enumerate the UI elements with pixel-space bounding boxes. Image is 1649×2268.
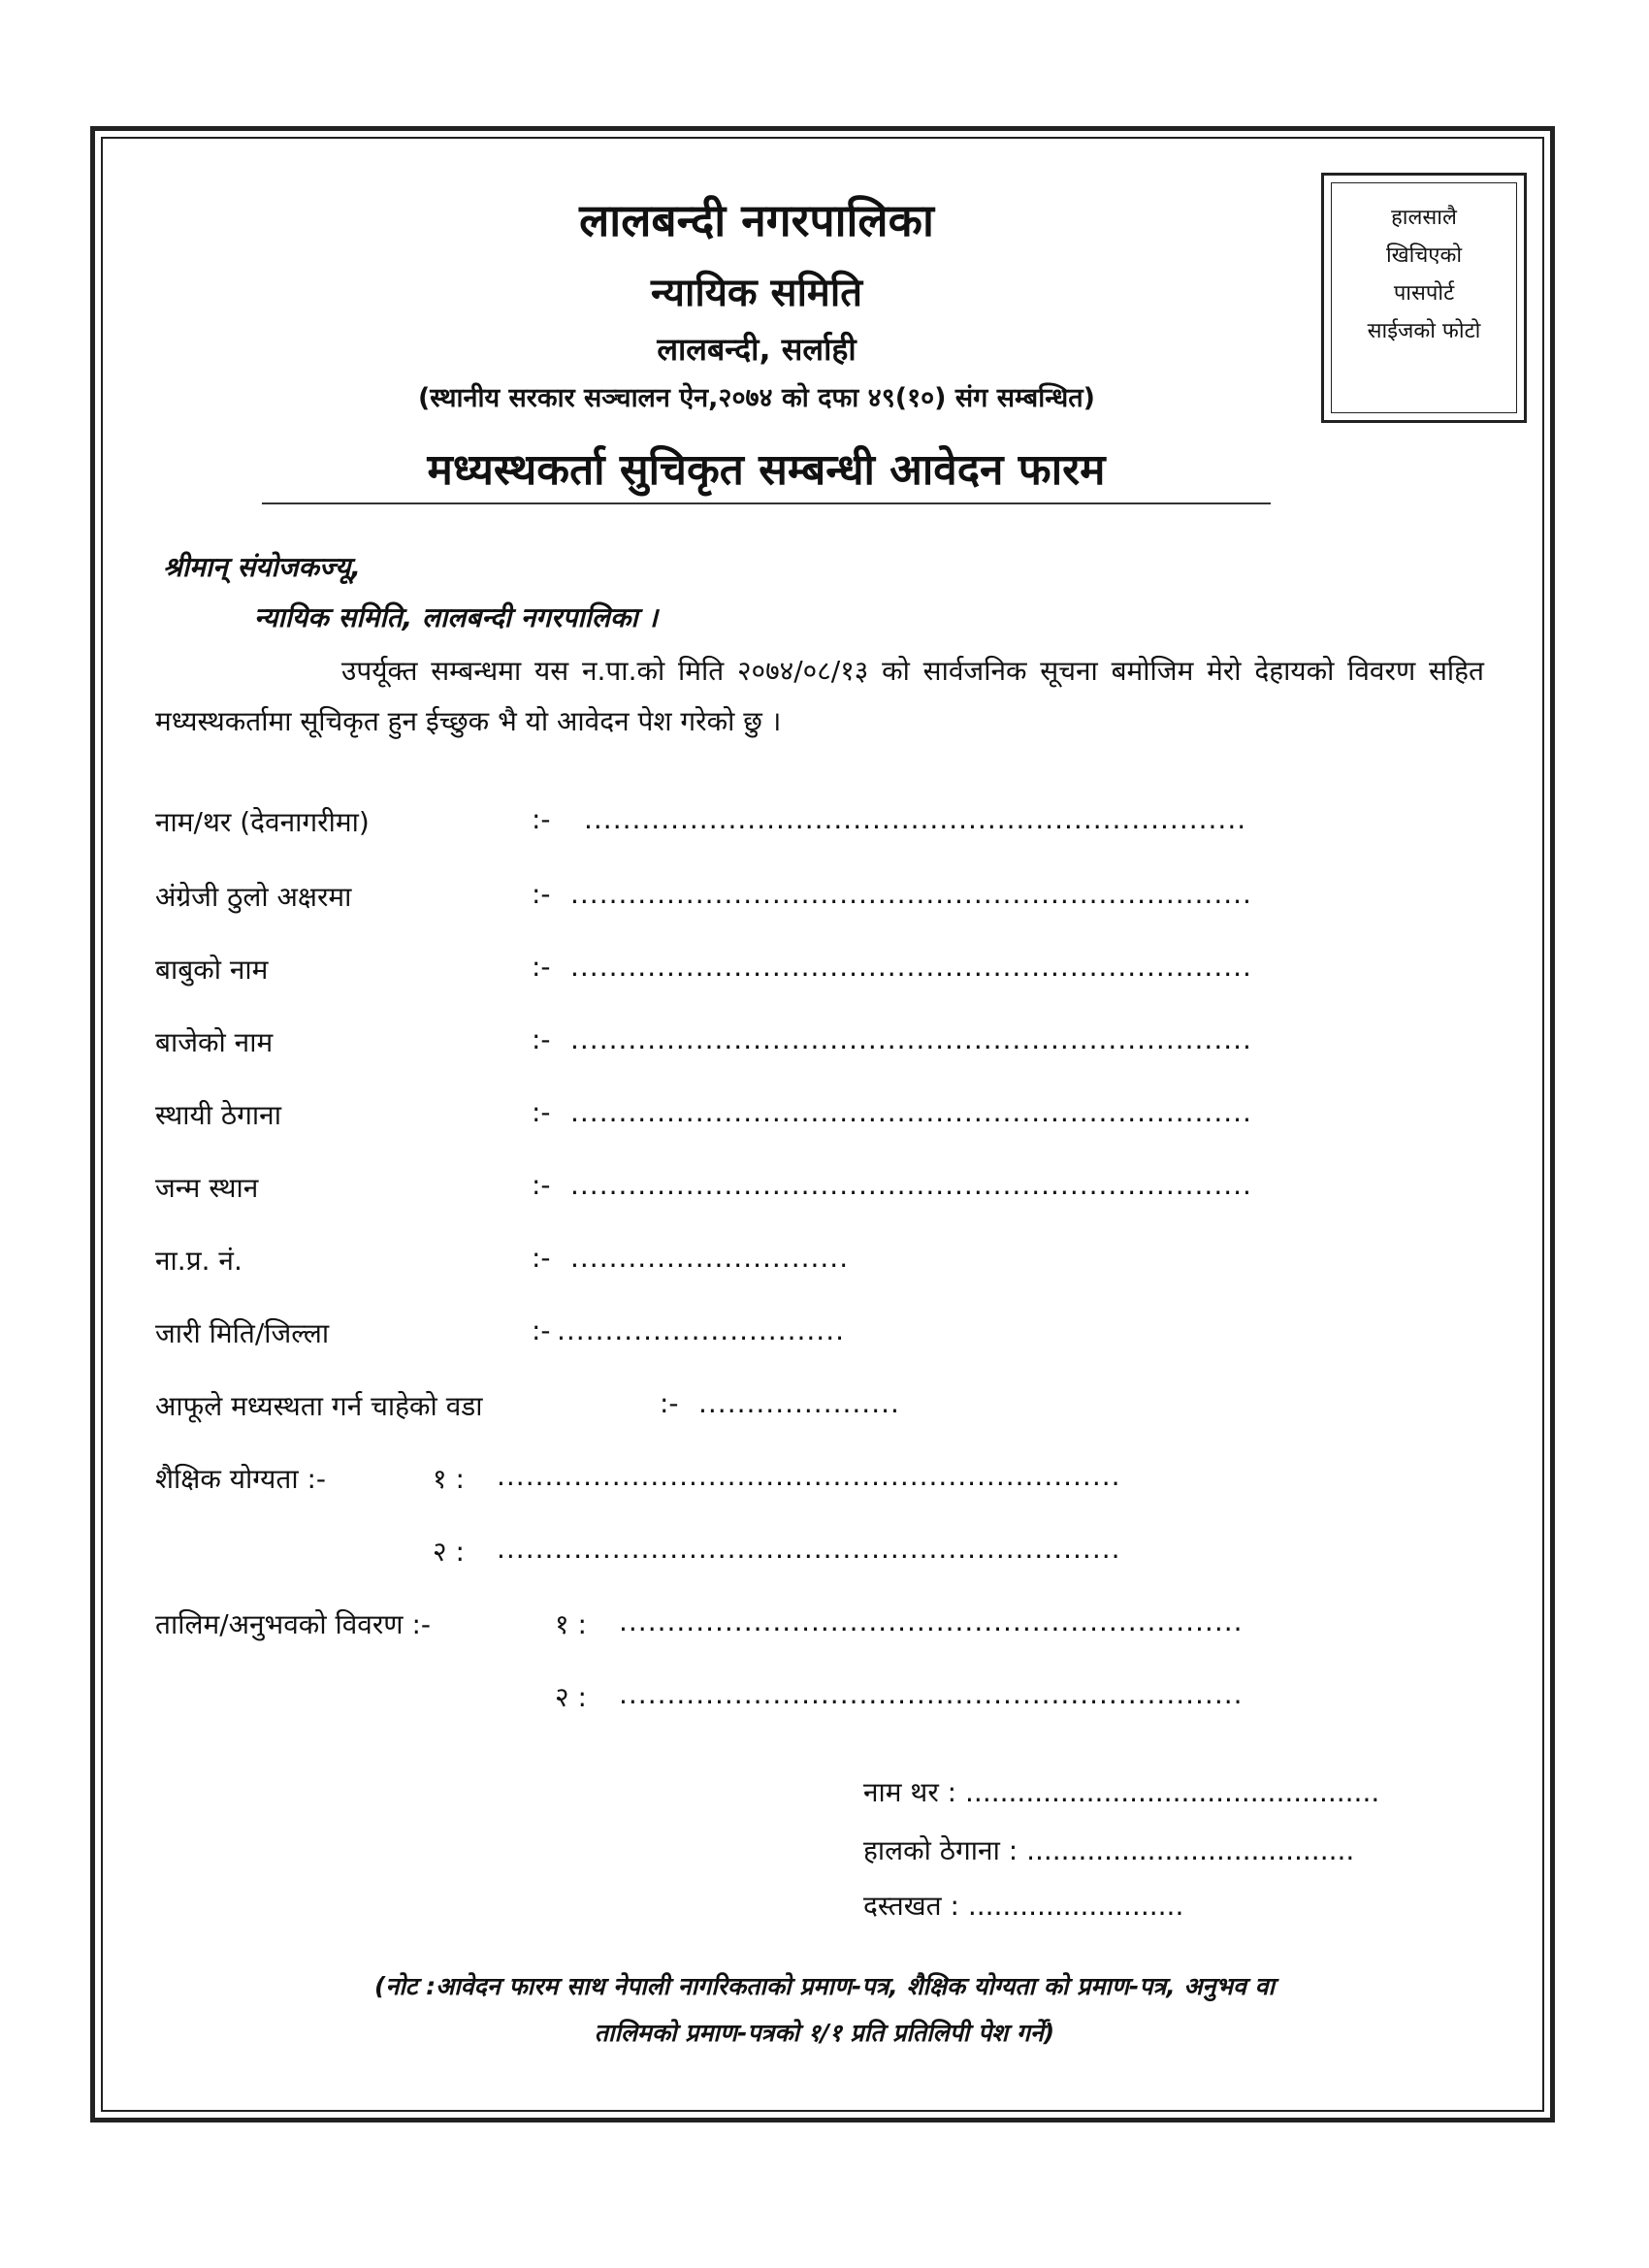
fill-line[interactable]: ......................... [967,1890,1184,1922]
field-name-english[interactable] [155,878,1252,915]
note-line-2: तालिमको प्रमाण-पत्रको १/१ प्रति प्रतिलिपी पेश गर्ने) [594,2019,1055,2047]
field-separator: :- [532,1096,551,1128]
field-number: २ : [433,1536,465,1568]
field-label: तालिम/अनुभवको विवरण :- [155,1608,431,1640]
signature-address-field[interactable] [863,1831,1354,1868]
field-training-1[interactable] [155,1605,1244,1642]
photo-line-2: खिचिएको [1385,243,1463,268]
field-father-name[interactable] [155,951,1252,988]
field-separator: :- [532,1169,551,1201]
note [146,1963,1504,2057]
fill-line[interactable]: ................................................ [965,1776,1380,1808]
salutation: श्रीमान् संयोजकज्यू, [163,551,361,583]
field-permanent-address[interactable] [155,1096,1252,1133]
field-ward[interactable] [155,1387,900,1424]
field-separator: :- [532,1242,551,1274]
fill-line[interactable]: ................................................................. [497,1533,1121,1565]
field-label: हालको ठेगाना : [863,1834,1018,1866]
field-label: स्थायी ठेगाना [155,1099,281,1131]
committee-name: न्यायिक समिति [650,271,863,315]
field-grandfather-name[interactable] [155,1023,1252,1060]
field-label: नाम/थर (देवनागरीमा) [155,806,370,838]
field-label: दस्तखत : [863,1890,959,1922]
field-label: बाजेको नाम [155,1026,274,1058]
field-separator: :- [532,1314,551,1346]
form-title: मध्यस्थकर्ता सुचिकृत सम्बन्धी आवेदन फारम [262,438,1271,504]
field-label: नाम थर : [863,1776,957,1808]
fill-line[interactable]: ....................................................................... [570,951,1252,983]
field-birth-place[interactable] [155,1169,1252,1206]
signature-field[interactable] [863,1887,1183,1924]
field-separator: :- [532,1023,551,1055]
field-name-devanagari[interactable] [155,803,1247,840]
field-label: जन्म स्थान [155,1172,259,1204]
field-number: १ : [555,1608,587,1640]
fill-line[interactable]: ..................................................................... [584,803,1247,835]
municipality-name: लालबन्दी नगरपालिका [579,194,934,246]
photo-placeholder [1331,182,1517,413]
photo-line-3: पासपोर्ट [1393,281,1455,306]
fill-line[interactable]: .............................. [557,1314,846,1346]
location: लालबन्दी, सर्लाही [657,331,857,368]
field-separator: :- [660,1387,679,1419]
fill-line[interactable]: ....................................................................... [570,1096,1252,1128]
fill-line[interactable]: ....................................................................... [570,1169,1252,1201]
field-number: २ : [555,1681,587,1713]
photo-line-4: साईजको फोटो [1367,319,1481,343]
field-label: जारी मिति/जिल्ला [155,1317,330,1349]
field-citizenship-no[interactable] [155,1242,850,1279]
field-label: अंग्रेजी ठुलो अक्षरमा [155,881,352,913]
field-label: बाबुको नाम [155,954,269,986]
fill-line[interactable]: ............................. [570,1242,850,1274]
application-paragraph: उपर्यूक्त सम्बन्धमा यस न.पा.को मिति २०७४/०८/१३ को सार्वजनिक सूचना बमोजिम मेरो देहायको विवरण सहित मध्यस्थकर्तामा सूचिकृत हुन ईच्छुक भै यो आवेदन पेश गरेको छु । [155,655,1484,737]
fill-line[interactable]: ....................................................................... [570,1023,1252,1055]
legal-reference: (स्थानीय सरकार सञ्चालन ऐन,२०७४ को दफा ४९(१०) संग सम्बन्धित) [417,383,1096,413]
note-line-1: (नोट :आवेदन फारम साथ नेपाली नागरिकताको प्रमाण-पत्र, शैक्षिक योग्यता को प्रमाण-पत्र, अनुभव वा [374,1972,1275,2000]
field-separator: :- [532,803,551,835]
fill-line[interactable]: ....................................................................... [570,878,1252,910]
field-separator: :- [532,951,551,983]
fill-line[interactable]: ................................................................. [619,1605,1244,1637]
field-label: आफूले मध्यस्थता गर्न चाहेको वडा [155,1390,483,1422]
field-issue-date-district[interactable] [155,1314,846,1351]
field-education-1[interactable] [155,1460,1121,1497]
field-separator: :- [532,878,551,910]
fill-line[interactable]: ................................................................. [619,1678,1244,1710]
photo-line-1: हालसालै [1391,206,1457,230]
field-label: शैक्षिक योग्यता :- [155,1463,327,1495]
fill-line[interactable]: ..................... [698,1387,900,1419]
fill-line[interactable]: ...................................... [1026,1834,1355,1866]
field-number: १ : [433,1463,465,1495]
field-label: ना.प्र. नं. [155,1245,242,1277]
fill-line[interactable]: ................................................................. [497,1460,1121,1492]
signature-name-field[interactable] [863,1773,1379,1810]
addressee: न्यायिक समिति, लालबन्दी नगरपालिका । [254,601,659,633]
